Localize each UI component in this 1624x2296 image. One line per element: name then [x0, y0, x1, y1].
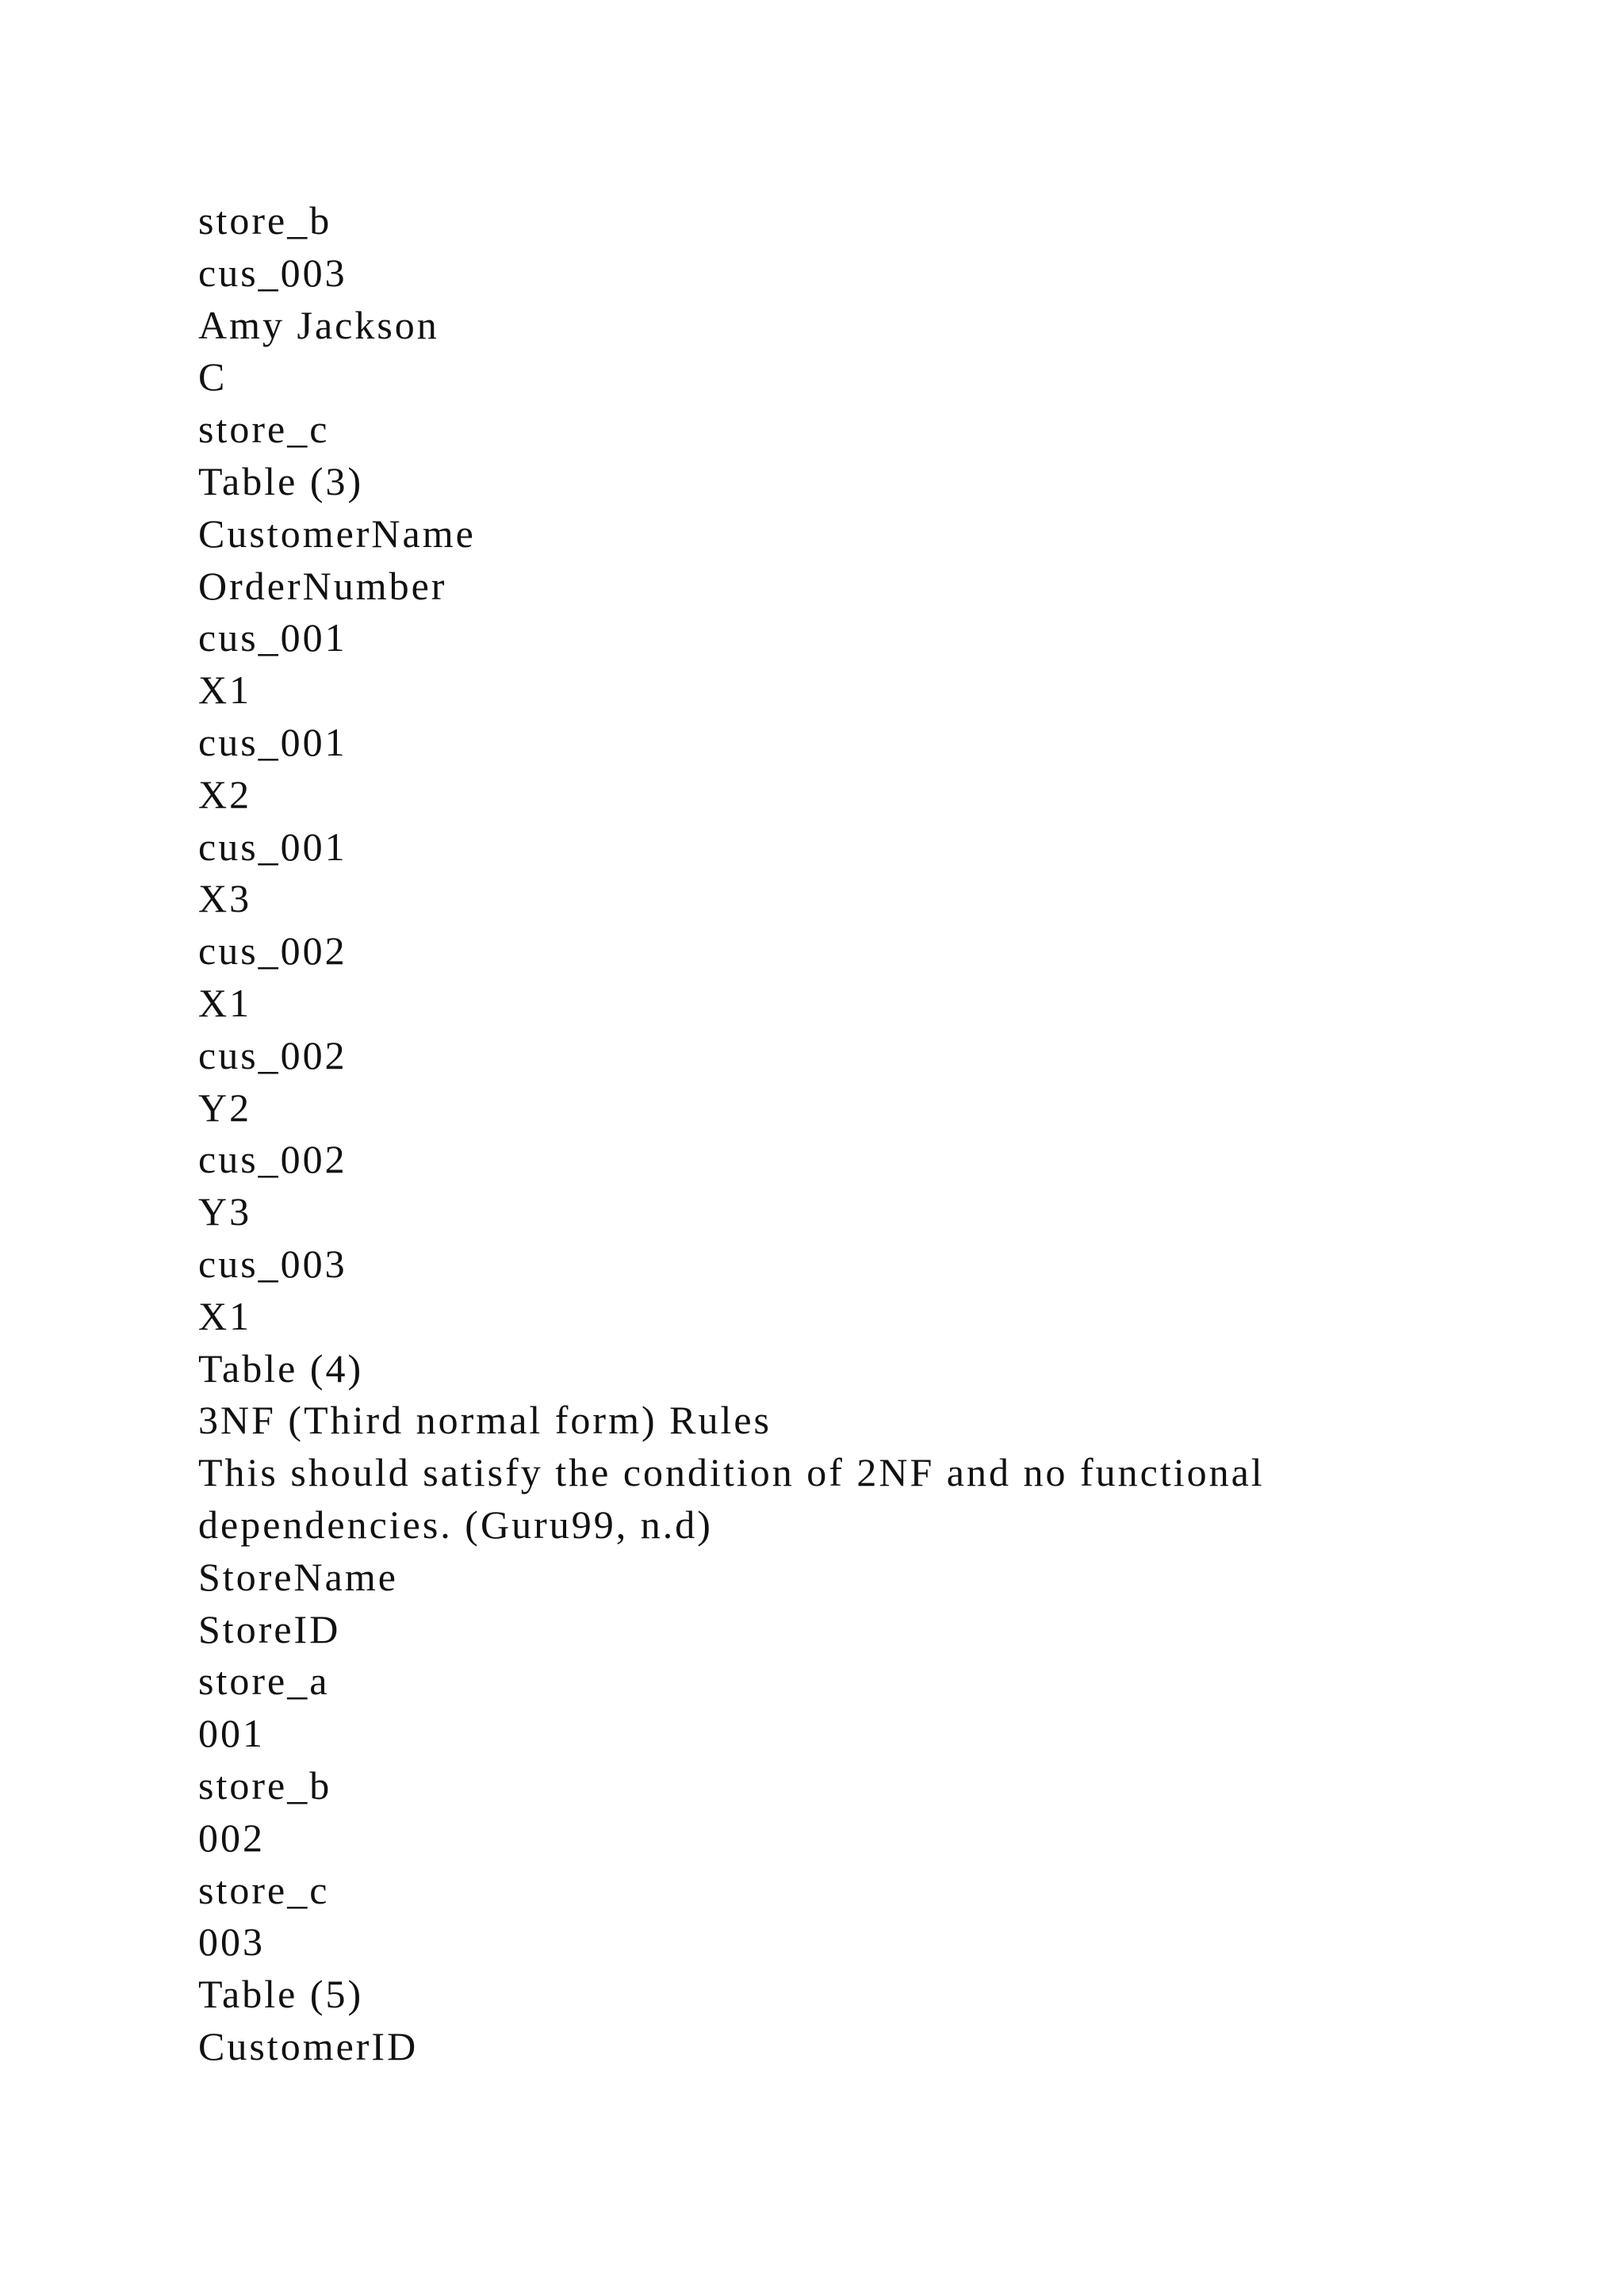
text-line: store_a: [198, 1659, 330, 1704]
text-line: StoreName: [198, 1554, 398, 1599]
text-line: cus_001: [198, 824, 347, 869]
text-line: cus_002: [198, 1137, 347, 1182]
section-heading: 3NF (Third normal form) Rules: [198, 1398, 772, 1443]
text-line: 002: [198, 1815, 265, 1860]
text-line: store_b: [198, 198, 332, 243]
text-line: C: [198, 354, 228, 400]
text-line: store_c: [198, 1867, 330, 1912]
text-line: cus_003: [198, 1241, 347, 1286]
text-line: X2: [198, 771, 252, 817]
text-line: CustomerName: [198, 511, 476, 556]
text-line: X1: [198, 1293, 252, 1338]
text-line: 001: [198, 1711, 265, 1756]
text-line: Amy Jackson: [198, 302, 439, 347]
text-line: StoreID: [198, 1606, 341, 1651]
text-line: X3: [198, 876, 252, 921]
text-line: cus_002: [198, 928, 347, 974]
paragraph-line: This should satisfy the condition of 2NF and no functional: [198, 1450, 1265, 1495]
text-line: 003: [198, 1919, 265, 1965]
text-line: store_b: [198, 1762, 332, 1808]
table-caption: Table (4): [198, 1345, 364, 1391]
text-line: cus_001: [198, 615, 347, 660]
text-line: CustomerID: [198, 2023, 419, 2068]
text-line: cus_002: [198, 1032, 347, 1077]
text-line: cus_003: [198, 250, 347, 295]
text-line: OrderNumber: [198, 563, 447, 608]
table-caption: Table (3): [198, 458, 364, 503]
text-line: Y2: [198, 1085, 252, 1130]
text-line: cus_001: [198, 719, 347, 764]
text-line: X1: [198, 980, 252, 1025]
text-line: X1: [198, 668, 252, 713]
text-line: store_c: [198, 407, 330, 452]
table-caption: Table (5): [198, 1972, 364, 2017]
text-line: Y3: [198, 1189, 252, 1234]
paragraph-line: dependencies. (Guru99, n.d): [198, 1502, 713, 1547]
document-text: [198, 195, 1435, 2073]
